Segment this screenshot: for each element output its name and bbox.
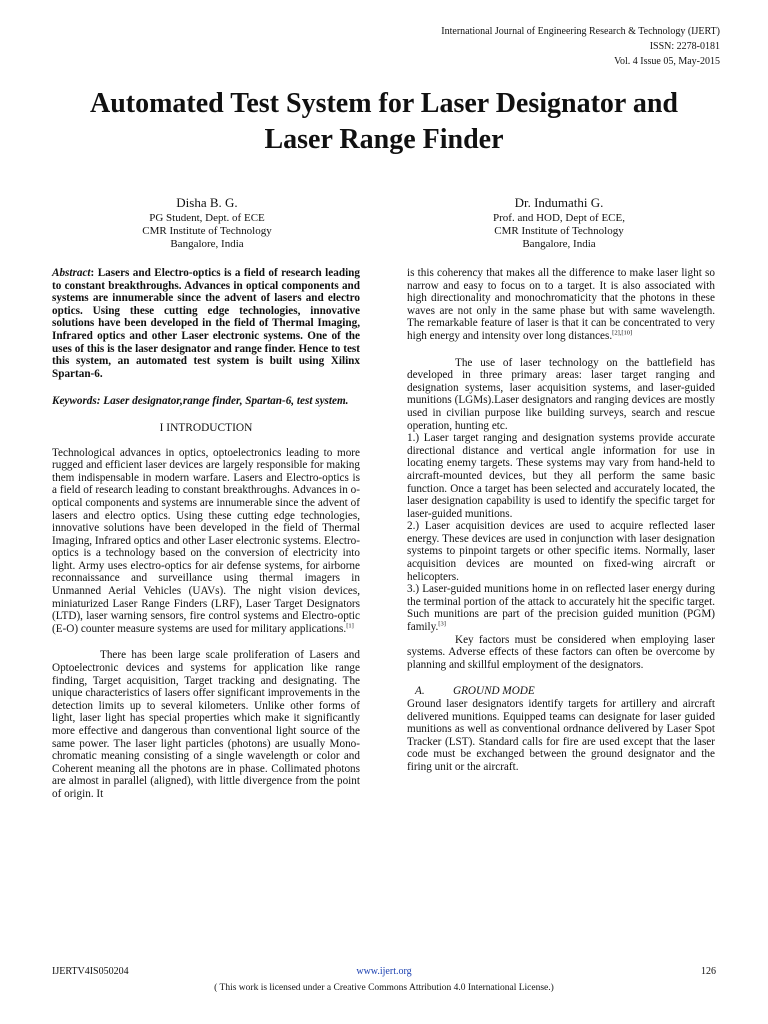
author-location: Bangalore, India — [522, 238, 596, 250]
right-paragraph-1 — [407, 267, 715, 343]
paper-title — [0, 86, 768, 158]
license-notice: ( This work is licensed under a Creative Commons Attribution 4.0 International License.) — [214, 983, 554, 993]
intro-paragraph-1-text: Technological advances in optics, optoelectronics leading to more rugged and efficient laser devices are largely responsible for making them indispensable in modern warfare. Lasers and Electro-optics is a field of research leading to constant breakthroughs. Advances in o-optical components and systems are innumerable since the advent of lasers and electro optics. Using these cutting edge technologies, innovative solutions have been developed in the field of Thermal Imaging, Infrared optics and other Laser electronic systems. Electro-optics is a technology based on the conversion of electricity into light. Army uses electro-optics for air defense systems, for airborne reconnaissance and surveillance using thermal imagers in Unmanned Aerial Vehicles (UAVs). The night vision devices, miniaturized Laser Range Finders (LRF), Laser Target Designators (LTD), laser warning sensors, fire control systems and Electro-optic (E-O) counter measure systems are used for military applications. — [52, 446, 360, 635]
list-item-3-text: 3.) Laser-guided munitions home in on reflected laser energy during the terminal portion of the attack to accurately hit the specific target. Such munitions are part of the precision guided munition (PGM) family. — [407, 583, 715, 634]
author-block-2 — [404, 195, 714, 251]
left-column — [52, 267, 360, 801]
author-block-1 — [52, 195, 362, 251]
author-location: Bangalore, India — [170, 238, 244, 250]
intro-paragraph-1 — [52, 447, 360, 636]
citation-ref: [1] — [346, 622, 354, 630]
page-number: 126 — [701, 966, 716, 977]
list-item-2: 2.) Laser acquisition devices are used to acquire reflected laser energy. These devices are used in conjunction with laser designation systems to pinpoint targets or other specific items. Normally, laser acquisition devices are mounted on fixed-wing aircraft or helicopters. — [407, 520, 715, 583]
journal-name: International Journal of Engineering Research & Technology (IJERT) — [441, 26, 720, 37]
right-paragraph-3: Key factors must be considered when employing laser systems. Adverse effects of these factors can often be overcome by planning and skillful employment of the designators. — [407, 633, 715, 671]
keywords: Keywords: Laser designator,range finder, Spartan-6, test system. — [52, 395, 349, 408]
right-column — [407, 267, 715, 774]
title-line-1: Automated Test System for Laser Designator and — [89, 88, 678, 119]
subsection-heading-ground-mode — [407, 685, 715, 698]
author-position: PG Student, Dept. of ECE — [149, 212, 265, 224]
abstract-label: Abstract — [52, 267, 91, 279]
journal-url-link[interactable]: www.ijert.org — [356, 966, 412, 977]
section-heading-introduction: I INTRODUCTION — [159, 421, 253, 434]
list-item-3 — [407, 583, 715, 633]
abstract-text: : Lasers and Electro-optics is a field of research leading to constant breakthroughs. Advances in optical components and systems are innumerable since the advent of lasers and electro optics. Using these cutting edge technologies, innovative solutions have been developed in the field of Thermal Imaging, Infrared optics and other Laser electronic systems. One of the uses of this is the laser designator and range finder. Hence to test this system, an automated test system is built using Xilinx Spartan-6. — [52, 267, 360, 380]
journal-volume: Vol. 4 Issue 05, May-2015 — [614, 56, 720, 67]
right-paragraph-2: The use of laser technology on the battlefield has developed in three primary areas: laser target ranging and designation systems, laser acquisition systems, and laser-guided munitions (LGMs).Laser designators and ranging devices are mostly used in civilian purpose like building surveys, search and rescue operation, hunting etc. — [407, 356, 715, 432]
right-paragraph-1-text: is this coherency that makes all the difference to make laser light so narrow and easy to focus on to a target. It is also associated with high directionality and monochromaticity that the photons in these waves are not only in the same phase but with same wavelength. The remarkable feature of laser is that it can be concentrated to very high energy and intensity over long distances. — [407, 267, 715, 342]
subsection-label: A. — [415, 685, 425, 698]
citation-ref: [3] — [438, 620, 446, 628]
list-item-1: 1.) Laser target ranging and designation systems provide accurate directional distance and vertical angle information for use in locating enemy targets. These systems may vary from hand-held to aircraft-mounted devices, but they all perform the same basic function. Once a target has been selected and accurately located, the laser designation capability is used to identify the specific target for laser-guided munitions. — [407, 432, 715, 520]
paper-id: IJERTV4IS050204 — [52, 966, 129, 977]
author-name: Disha B. G. — [176, 195, 238, 210]
author-position: Prof. and HOD, Dept of ECE, — [493, 212, 625, 224]
journal-header — [441, 24, 720, 69]
citation-ref: [2],[10] — [612, 329, 633, 337]
abstract — [52, 267, 360, 380]
author-institute: CMR Institute of Technology — [494, 225, 624, 237]
subsection-title: GROUND MODE — [453, 685, 535, 698]
journal-issn: ISSN: 2278-0181 — [649, 41, 720, 52]
title-line-2: Laser Range Finder — [264, 124, 504, 155]
author-name: Dr. Indumathi G. — [514, 195, 604, 210]
intro-paragraph-2: There has been large scale proliferation of Lasers and Optoelectronic devices and systems for application like range finding, Target acquisition, Target tracking and designating. The unique characteristics of lasers offer significant improvements in the detection limits up to several kilometers. Unlike other forms of light, laser light has special properties which make it significantly more effective and dangerous than conventional light source of the same power. The laser light particles (photons) are usually Mono-chromatic meaning consisting of a single wavelength or color and Coherent meaning all the photons are in phase. Collimated photons are almost in parallel (aligned), with little divergence from the point of origin. It — [52, 649, 360, 800]
ground-mode-paragraph: Ground laser designators identify targets for artillery and aircraft delivered munitions. Equipped teams can designate for laser guided munitions as well as conventional ordnance delivered by Laser Spot Tracker (LST). Standard calls for fire are used except that the laser code must be exchanged between the ground designator and the firing unit or the aircraft. — [407, 698, 715, 773]
author-institute: CMR Institute of Technology — [142, 225, 272, 237]
